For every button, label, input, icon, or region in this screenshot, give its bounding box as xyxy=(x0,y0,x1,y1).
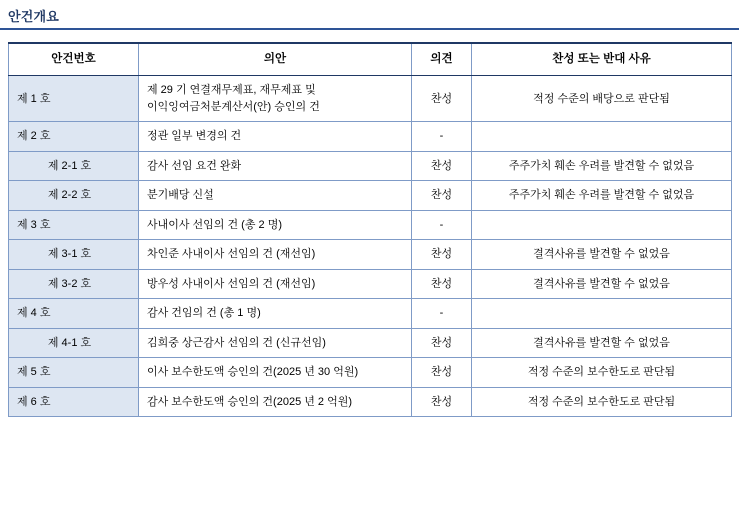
agenda-number: 제 2-2 호 xyxy=(9,181,139,211)
table-header xyxy=(9,43,732,76)
agenda-subject-line: 방우성 사내이사 선임의 건 (재선임) xyxy=(147,277,316,290)
table-row xyxy=(9,299,732,329)
column-header-number: 안건번호 xyxy=(9,43,139,76)
table-row xyxy=(9,76,732,122)
agenda-number: 제 2-1 호 xyxy=(9,151,139,181)
agenda-reason: 주주가치 훼손 우려를 발견할 수 없었음 xyxy=(472,151,732,181)
agenda-subject xyxy=(139,122,412,152)
agenda-reason: 결격사유를 발견할 수 없었음 xyxy=(472,328,732,358)
agenda-subject xyxy=(139,387,412,417)
agenda-number: 제 4-1 호 xyxy=(9,328,139,358)
agenda-number: 제 5 호 xyxy=(9,358,139,388)
agenda-subject xyxy=(139,358,412,388)
table-row xyxy=(9,358,732,388)
agenda-subject-line: 감사 선임 요건 완화 xyxy=(147,159,242,172)
agenda-subject-line: 분기배당 신설 xyxy=(147,189,214,202)
agenda-reason xyxy=(472,299,732,329)
agenda-subject xyxy=(139,181,412,211)
agenda-opinion: - xyxy=(412,299,472,329)
agenda-subject xyxy=(139,328,412,358)
agenda-subject xyxy=(139,210,412,240)
agenda-table xyxy=(8,42,732,417)
agenda-subject xyxy=(139,299,412,329)
column-header-subject: 의안 xyxy=(139,43,412,76)
agenda-reason: 적정 수준의 배당으로 판단됨 xyxy=(472,76,732,122)
agenda-subject xyxy=(139,269,412,299)
agenda-subject-line: 사내이사 선임의 건 (총 2 명) xyxy=(147,218,282,231)
table-row xyxy=(9,151,732,181)
agenda-opinion: 찬성 xyxy=(412,76,472,122)
agenda-subject xyxy=(139,76,412,122)
agenda-number: 제 6 호 xyxy=(9,387,139,417)
agenda-opinion: 찬성 xyxy=(412,387,472,417)
table-row xyxy=(9,210,732,240)
agenda-opinion: - xyxy=(412,210,472,240)
page-title: 안건개요 xyxy=(8,9,60,24)
agenda-reason: 결격사유를 발견할 수 없었음 xyxy=(472,269,732,299)
agenda-subject-line: 감사 건임의 건 (총 1 명) xyxy=(147,307,261,320)
agenda-opinion: 찬성 xyxy=(412,358,472,388)
agenda-number: 제 3 호 xyxy=(9,210,139,240)
agenda-subject xyxy=(139,240,412,270)
table-header-row xyxy=(9,43,732,76)
agenda-number: 제 3-2 호 xyxy=(9,269,139,299)
column-header-reason: 찬성 또는 반대 사유 xyxy=(472,43,732,76)
agenda-opinion: 찬성 xyxy=(412,269,472,299)
agenda-reason: 적정 수준의 보수한도로 판단됨 xyxy=(472,387,732,417)
table-row xyxy=(9,240,732,270)
agenda-reason: 주주가치 훼손 우려를 발견할 수 없었음 xyxy=(472,181,732,211)
table-row xyxy=(9,269,732,299)
table-row xyxy=(9,122,732,152)
table-row xyxy=(9,181,732,211)
table-row xyxy=(9,387,732,417)
agenda-number: 제 4 호 xyxy=(9,299,139,329)
agenda-subject-line: 차인준 사내이사 선임의 건 (재선임) xyxy=(147,248,316,261)
agenda-reason: 결격사유를 발견할 수 없었음 xyxy=(472,240,732,270)
agenda-opinion: 찬성 xyxy=(412,328,472,358)
title-underline xyxy=(0,28,739,30)
agenda-reason xyxy=(472,122,732,152)
table-body xyxy=(9,76,732,417)
agenda-opinion: 찬성 xyxy=(412,151,472,181)
agenda-reason xyxy=(472,210,732,240)
agenda-subject-line: 정관 일부 변경의 건 xyxy=(147,130,242,143)
agenda-subject xyxy=(139,151,412,181)
agenda-subject-line: 감사 보수한도액 승인의 건(2025 년 2 억원) xyxy=(147,395,353,408)
agenda-opinion: 찬성 xyxy=(412,181,472,211)
agenda-subject-line: 이익잉여금처분계산서(안) 승인의 건 xyxy=(147,100,320,113)
column-header-opinion: 의견 xyxy=(412,43,472,76)
agenda-opinion: - xyxy=(412,122,472,152)
agenda-subject-line: 제 29 기 연결재무제표, 재무제표 및 xyxy=(147,84,316,97)
agenda-number: 제 3-1 호 xyxy=(9,240,139,270)
agenda-reason: 적정 수준의 보수한도로 판단됨 xyxy=(472,358,732,388)
agenda-subject-line: 김희중 상근감사 선임의 건 (신규선임) xyxy=(147,336,326,349)
agenda-number: 제 2 호 xyxy=(9,122,139,152)
agenda-opinion: 찬성 xyxy=(412,240,472,270)
table-row xyxy=(9,328,732,358)
agenda-number: 제 1 호 xyxy=(9,76,139,122)
agenda-subject-line: 이사 보수한도액 승인의 건(2025 년 30 억원) xyxy=(147,366,359,379)
